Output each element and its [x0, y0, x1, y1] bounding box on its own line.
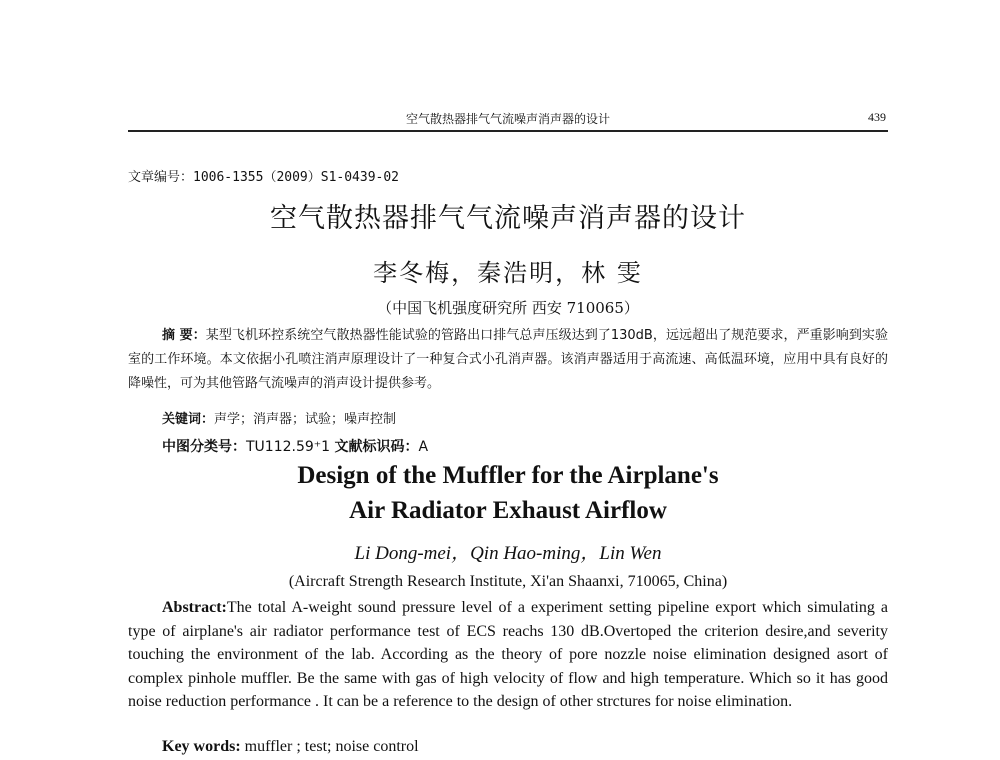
chinese-authors: 李冬梅，秦浩明，林 雯 [373, 259, 643, 287]
document-code-label: 文献标识码： [334, 439, 419, 455]
english-abstract [128, 596, 888, 714]
english-abstract-label: Abstract: [162, 599, 227, 616]
chinese-title: 空气散热器排气气流噪声消声器的设计 [270, 203, 746, 234]
classification-value: TU112.59⁺1 [246, 439, 331, 455]
chinese-abstract-label: 摘 要： [162, 328, 206, 343]
running-title: 空气散热器排气气流噪声消声器的设计 [405, 112, 610, 126]
english-affiliation: (Aircraft Strength Research Institute, Xi'an Shaanxi, 710065, China) [288, 573, 728, 590]
english-abstract-text: The total A-weight sound pressure level of a experiment setting pipeline export which simulating a type of airplane's air radiator performance test of ECS reachs 130 dB.Overtoped the criterion desire,and severity touching the environment of the lab. According as the theory of pore nozzle noise elimination designed asort of complex pinhole muffler. Be the same with gas of high velocity of flow and high temperature. Which so it has good noise reduction performance . It can be a reference to the design of other strctures for noise elimination. [128, 599, 888, 711]
english-authors: Li Dong-mei，Qin Hao-ming，Lin Wen [354, 543, 662, 564]
chinese-keywords [162, 408, 396, 427]
article-number: 文章编号：1006-1355（2009）S1-0439-02 [128, 170, 400, 185]
document-code-value: A [418, 439, 429, 455]
chinese-keywords-text: 声学；消声器；试验；噪声控制 [214, 412, 397, 427]
english-keywords-label: Key words: [162, 738, 241, 755]
chinese-abstract [128, 324, 888, 396]
chinese-abstract-text: 某型飞机环控系统空气散热器性能试验的管路出口排气总声压级达到了130dB，远远超出了规范要求，严重影响到实验室的工作环境。本文依据小孔喷注消声原理设计了一种复合式小孔消声器。该消声器适用于高流速、高低温环境，应用中具有良好的降噪性，可为其他管路气流噪声的消声设计提供参考。 [128, 328, 889, 391]
english-title-line1: Design of the Muffler for the Airplane's [297, 462, 719, 489]
running-header [128, 108, 888, 132]
classification-label: 中图分类号： [162, 439, 246, 455]
english-keywords-text: muffler ; test; noise control [240, 738, 419, 755]
chinese-keywords-label: 关键词： [162, 412, 215, 427]
english-title-line2: Air Radiator Exhaust Airflow [349, 497, 667, 524]
english-keywords [162, 738, 419, 756]
chinese-classification [162, 436, 428, 456]
page-number: 439 [868, 110, 886, 124]
chinese-affiliation: （中国飞机强度研究所 西安 710065） [377, 299, 639, 317]
